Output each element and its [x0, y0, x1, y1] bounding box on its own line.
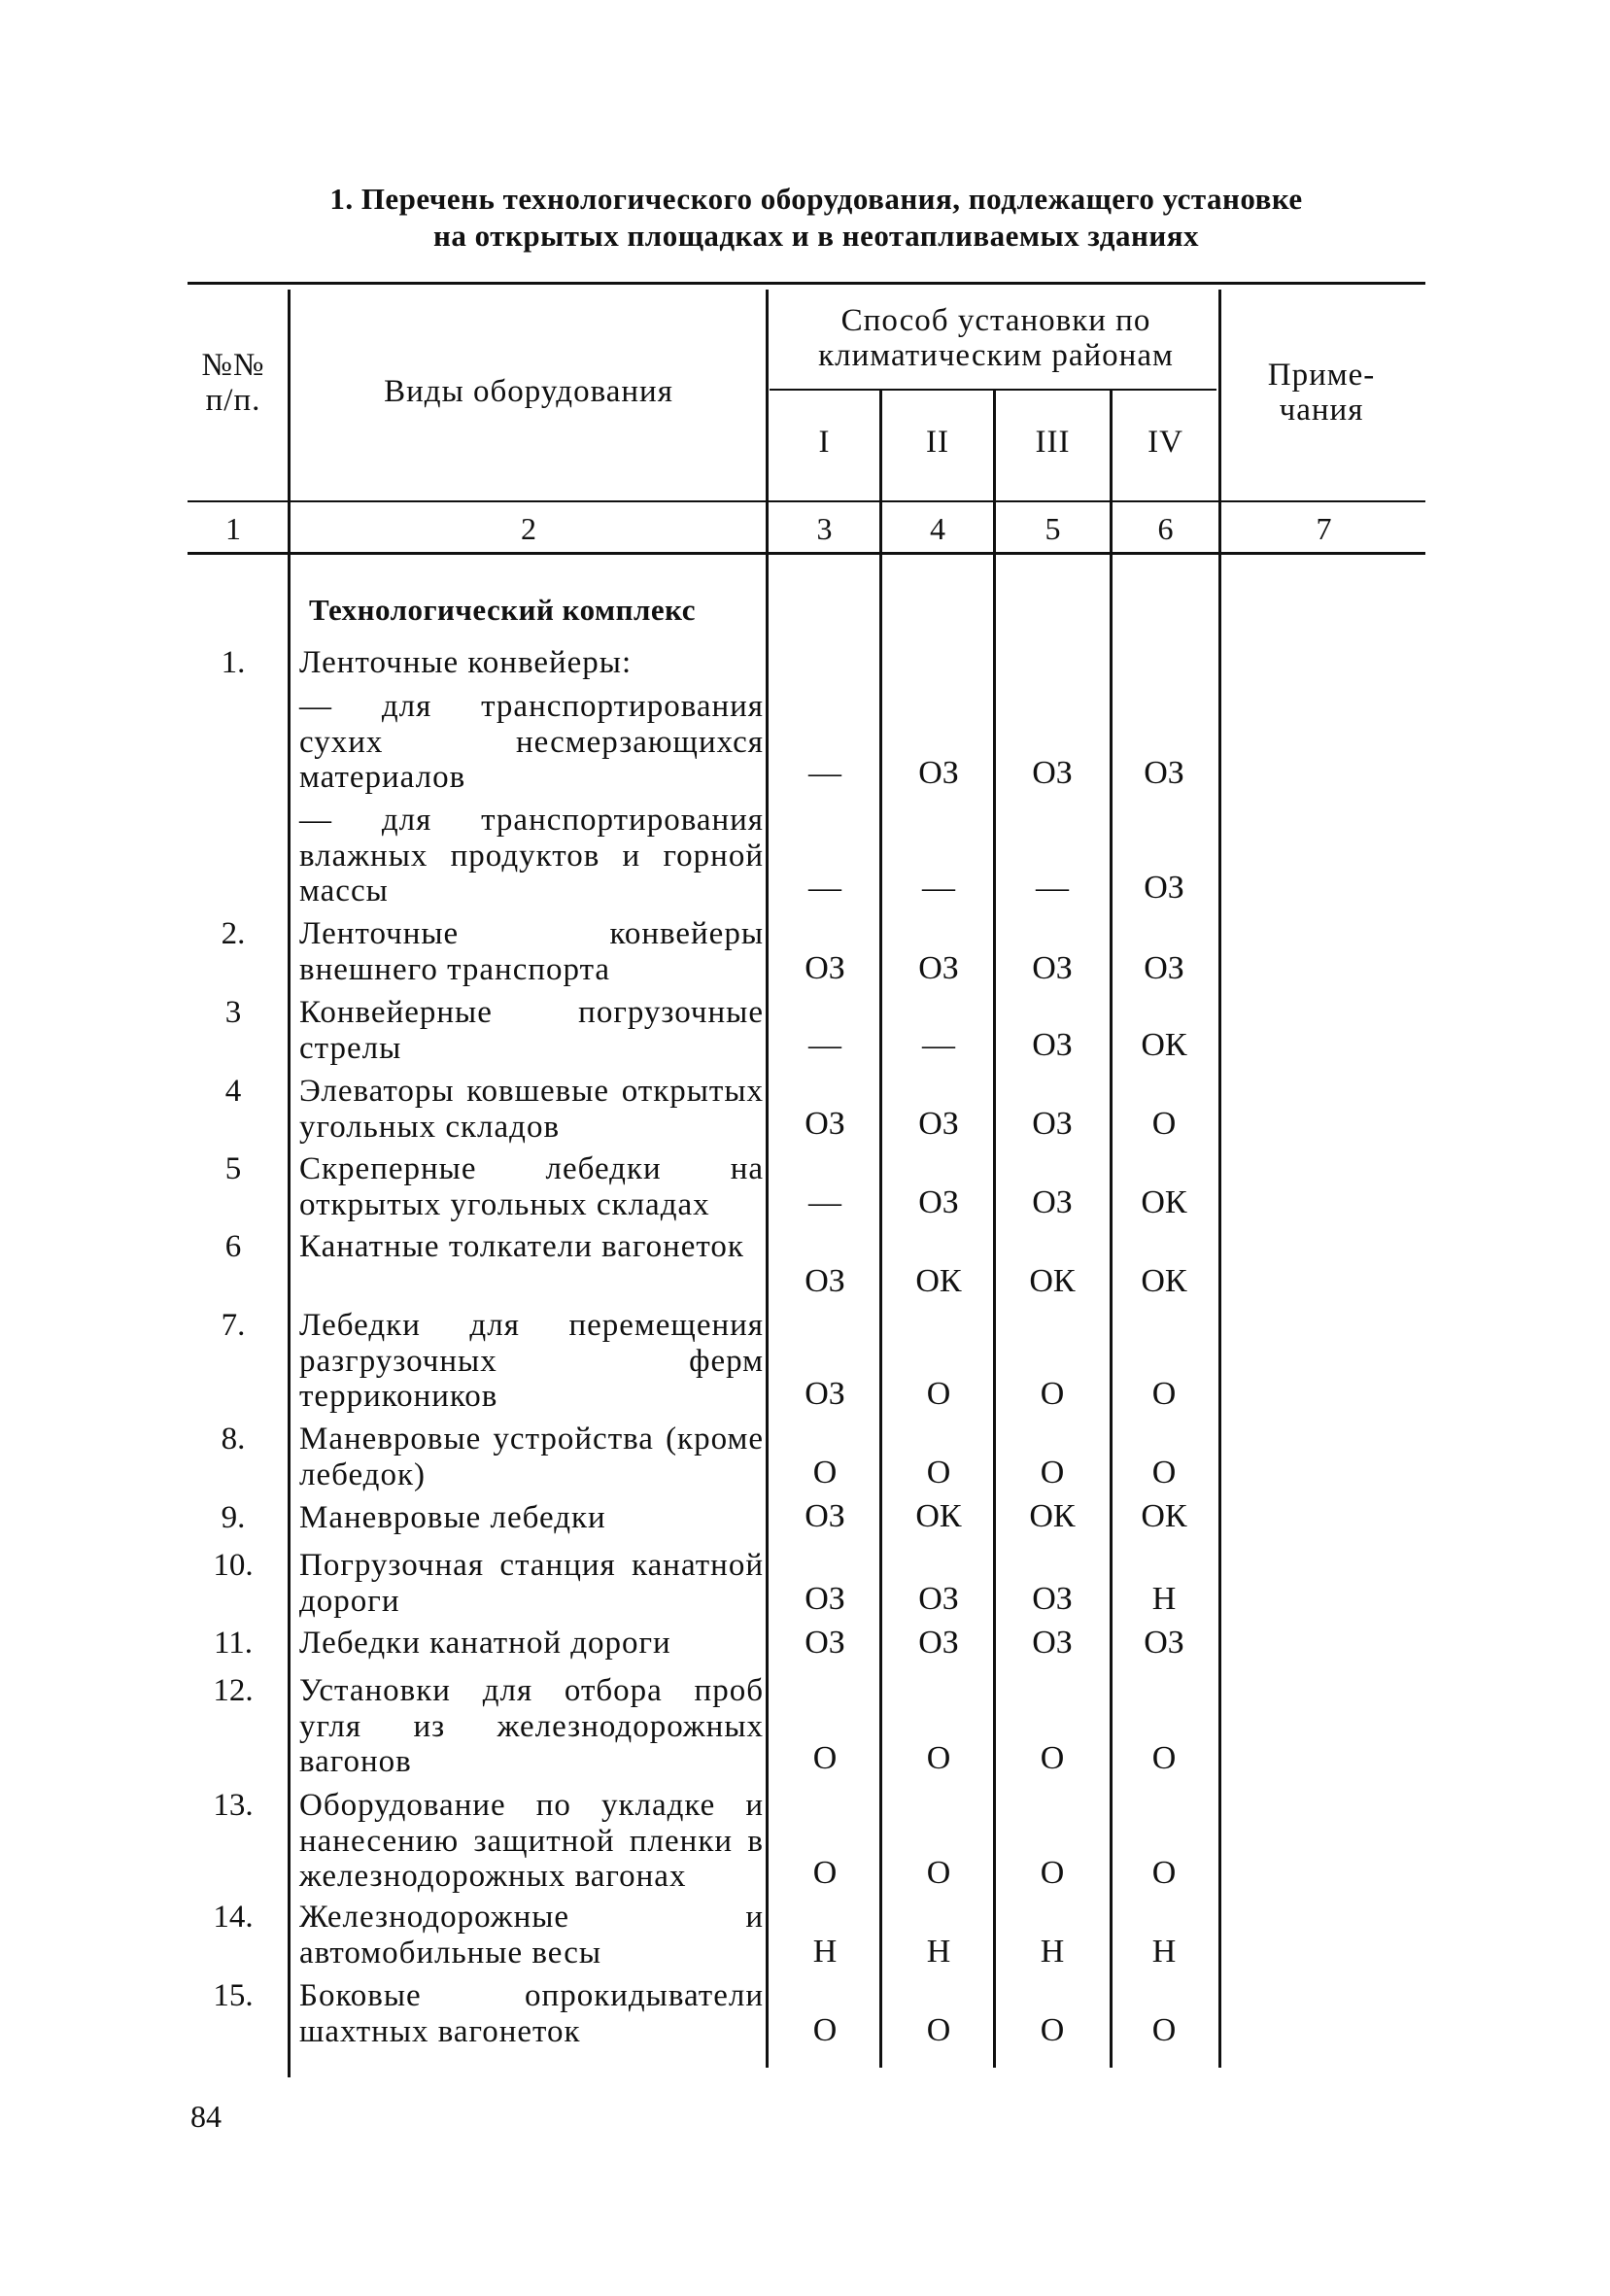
row-value-region-1: —	[808, 755, 841, 791]
row-value-region-1: ОЗ	[805, 1106, 845, 1142]
row-value-region-2: О	[926, 2012, 951, 2048]
row-number: 12.	[213, 1673, 254, 1708]
col-rule-1	[288, 290, 291, 2077]
row-value-region-4: ОК	[1141, 1184, 1187, 1220]
header-equipment-type: Виды оборудования	[384, 374, 673, 409]
row-value-region-1: О	[812, 1455, 838, 1491]
row-value-region-2: ОЗ	[918, 1625, 959, 1661]
row-equipment-name: Лебедки для перемещения разгрузочных ферм террикоников	[299, 1308, 764, 1414]
row-value-region-4: О	[1151, 1106, 1177, 1142]
row-value-region-3: ОЗ	[1032, 1625, 1073, 1661]
row-equipment-name: Погрузочная станция канатной дороги	[299, 1548, 764, 1619]
row-value-region-2: ОК	[915, 1263, 962, 1299]
header-region-2: II	[926, 425, 949, 460]
row-value-region-3: ОЗ	[1032, 1184, 1073, 1220]
row-equipment-name: Оборудование по укладке и нанесению защитной пленки в железнодорожных вагонах	[299, 1788, 764, 1894]
row-number: 5	[224, 1151, 242, 1186]
row-value-region-3: О	[1040, 1455, 1065, 1491]
colnum-7: 7	[1316, 511, 1332, 546]
colnum-4: 4	[930, 511, 945, 546]
row-value-region-1: О	[812, 1740, 838, 1776]
row-value-region-4: О	[1151, 1855, 1177, 1891]
section-title: Технологический комплекс	[309, 593, 696, 627]
row-value-region-3: ОЗ	[1032, 950, 1073, 986]
colnum-3: 3	[816, 511, 833, 546]
row-value-region-4: ОЗ	[1144, 950, 1184, 986]
row-value-region-4: ОК	[1141, 1027, 1187, 1063]
row-value-region-4: ОЗ	[1144, 870, 1184, 906]
row-number: 2.	[221, 916, 246, 951]
row-value-region-2: О	[926, 1855, 951, 1891]
row-equipment-name: — для транспортирования влажных продуктов и горной массы	[299, 803, 764, 908]
row-equipment-name: Канатные толкатели вагонеток	[299, 1229, 744, 1264]
colnum-2: 2	[521, 511, 536, 546]
row-value-region-3: О	[1040, 1855, 1065, 1891]
row-number: 6	[224, 1229, 242, 1264]
row-value-region-2: ОЗ	[918, 1581, 959, 1617]
row-value-region-4: О	[1151, 2012, 1177, 2048]
row-value-region-3: О	[1040, 1376, 1065, 1412]
row-value-region-4: ОЗ	[1144, 1625, 1184, 1661]
row-number: 10.	[213, 1548, 254, 1583]
row-equipment-name: Установки для отбора проб угля из железнодорожных вагонов	[299, 1673, 764, 1779]
row-value-region-3: ОЗ	[1032, 1027, 1073, 1063]
row-equipment-name: Железнодорожные и автомобильные весы	[299, 1900, 764, 1970]
row-value-region-3: О	[1040, 1740, 1065, 1776]
header-method: Способ установки по климатическим районам	[818, 303, 1174, 373]
row-number: 8.	[221, 1422, 246, 1456]
row-number: 7.	[221, 1308, 246, 1343]
table-title	[165, 181, 1467, 255]
colnum-5: 5	[1045, 511, 1061, 546]
row-value-region-1: —	[808, 1184, 841, 1220]
col-rule-6	[1218, 290, 1221, 2068]
row-equipment-name: Маневровые лебедки	[299, 1500, 606, 1535]
row-value-region-3: ОК	[1029, 1498, 1076, 1534]
col-rule-3	[879, 391, 882, 2068]
row-value-region-1: ОЗ	[805, 1498, 845, 1534]
row-value-region-4: О	[1151, 1455, 1177, 1491]
row-value-region-3: ОЗ	[1032, 1581, 1073, 1617]
row-value-region-4: ОК	[1141, 1498, 1187, 1534]
row-value-region-1: ОЗ	[805, 1581, 845, 1617]
row-value-region-2: ОЗ	[918, 1184, 959, 1220]
row-equipment-name: Ленточные конвейеры:	[299, 645, 633, 680]
colnum-bottom-rule	[188, 552, 1425, 555]
row-value-region-3: —	[1036, 870, 1069, 906]
header-region-4: IV	[1148, 425, 1183, 460]
row-value-region-3: ОЗ	[1032, 1106, 1073, 1142]
row-value-region-4: О	[1151, 1376, 1177, 1412]
row-value-region-1: ОЗ	[805, 950, 845, 986]
col-rule-4	[993, 391, 996, 2068]
row-number: 14.	[213, 1900, 254, 1935]
row-value-region-2: ОЗ	[918, 1106, 959, 1142]
row-value-region-3: ОЗ	[1032, 755, 1073, 791]
row-value-region-4: О	[1151, 1740, 1177, 1776]
row-number: 13.	[213, 1788, 254, 1823]
row-value-region-2: ОЗ	[918, 950, 959, 986]
col-rule-2	[766, 290, 769, 2068]
row-value-region-3: ОК	[1029, 1263, 1076, 1299]
row-number: 4	[224, 1074, 242, 1109]
header-region-3: III	[1035, 425, 1071, 460]
title-line-1: 1. Перечень технологического оборудования, подлежащего установке	[329, 182, 1303, 216]
col-rule-5	[1110, 391, 1113, 2068]
table-top-rule	[188, 282, 1425, 285]
row-value-region-1: О	[812, 1855, 838, 1891]
row-number: 9.	[221, 1500, 246, 1535]
row-value-region-3: Н	[1040, 1934, 1065, 1970]
row-value-region-1: Н	[812, 1934, 838, 1970]
row-equipment-name: Боковые опрокидыватели шахтных вагонеток	[299, 1978, 764, 2049]
row-number: 15.	[213, 1978, 254, 2013]
row-value-region-2: —	[922, 1027, 955, 1063]
row-equipment-name: Конвейерные погрузочные стрелы	[299, 995, 764, 1066]
title-line-2: на открытых площадках и в неотапливаемых зданиях	[433, 219, 1199, 253]
row-number: 11.	[213, 1626, 254, 1661]
row-value-region-1: О	[812, 2012, 838, 2048]
row-equipment-name: Скреперные лебедки на открытых угольных складах	[299, 1151, 764, 1222]
row-value-region-2: —	[922, 870, 955, 906]
row-number: 3	[224, 995, 242, 1030]
row-value-region-2: ОК	[915, 1498, 962, 1534]
row-value-region-2: О	[926, 1455, 951, 1491]
row-value-region-1: ОЗ	[805, 1376, 845, 1412]
row-value-region-4: ОК	[1141, 1263, 1187, 1299]
row-equipment-name: — для транспортирования сухих несмерзающихся материалов	[299, 689, 764, 795]
row-value-region-2: О	[926, 1376, 951, 1412]
row-value-region-2: О	[926, 1740, 951, 1776]
colnum-6: 6	[1157, 511, 1174, 546]
header-bottom-rule	[188, 500, 1425, 502]
row-value-region-1: ОЗ	[805, 1625, 845, 1661]
row-value-region-3: О	[1040, 2012, 1065, 2048]
row-value-region-4: Н	[1151, 1581, 1177, 1617]
header-notes: Приме- чания	[1267, 358, 1376, 428]
row-value-region-1: —	[808, 1027, 841, 1063]
row-value-region-4: ОЗ	[1144, 755, 1184, 791]
header-region-1: I	[818, 425, 831, 460]
row-value-region-2: Н	[926, 1934, 951, 1970]
row-value-region-4: Н	[1151, 1934, 1177, 1970]
header-num: №№ п/п.	[201, 348, 265, 418]
row-equipment-name: Маневровые устройства (кроме лебедок)	[299, 1422, 764, 1492]
row-value-region-2: ОЗ	[918, 755, 959, 791]
row-equipment-name: Лебедки канатной дороги	[299, 1626, 671, 1661]
page-number: 84	[190, 2099, 222, 2134]
row-equipment-name: Элеваторы ковшевые открытых угольных складов	[299, 1074, 764, 1145]
row-number: 1.	[221, 645, 246, 680]
row-equipment-name: Ленточные конвейеры внешнего транспорта	[299, 916, 764, 987]
row-value-region-1: ОЗ	[805, 1263, 845, 1299]
colnum-1: 1	[225, 511, 241, 546]
row-value-region-1: —	[808, 870, 841, 906]
